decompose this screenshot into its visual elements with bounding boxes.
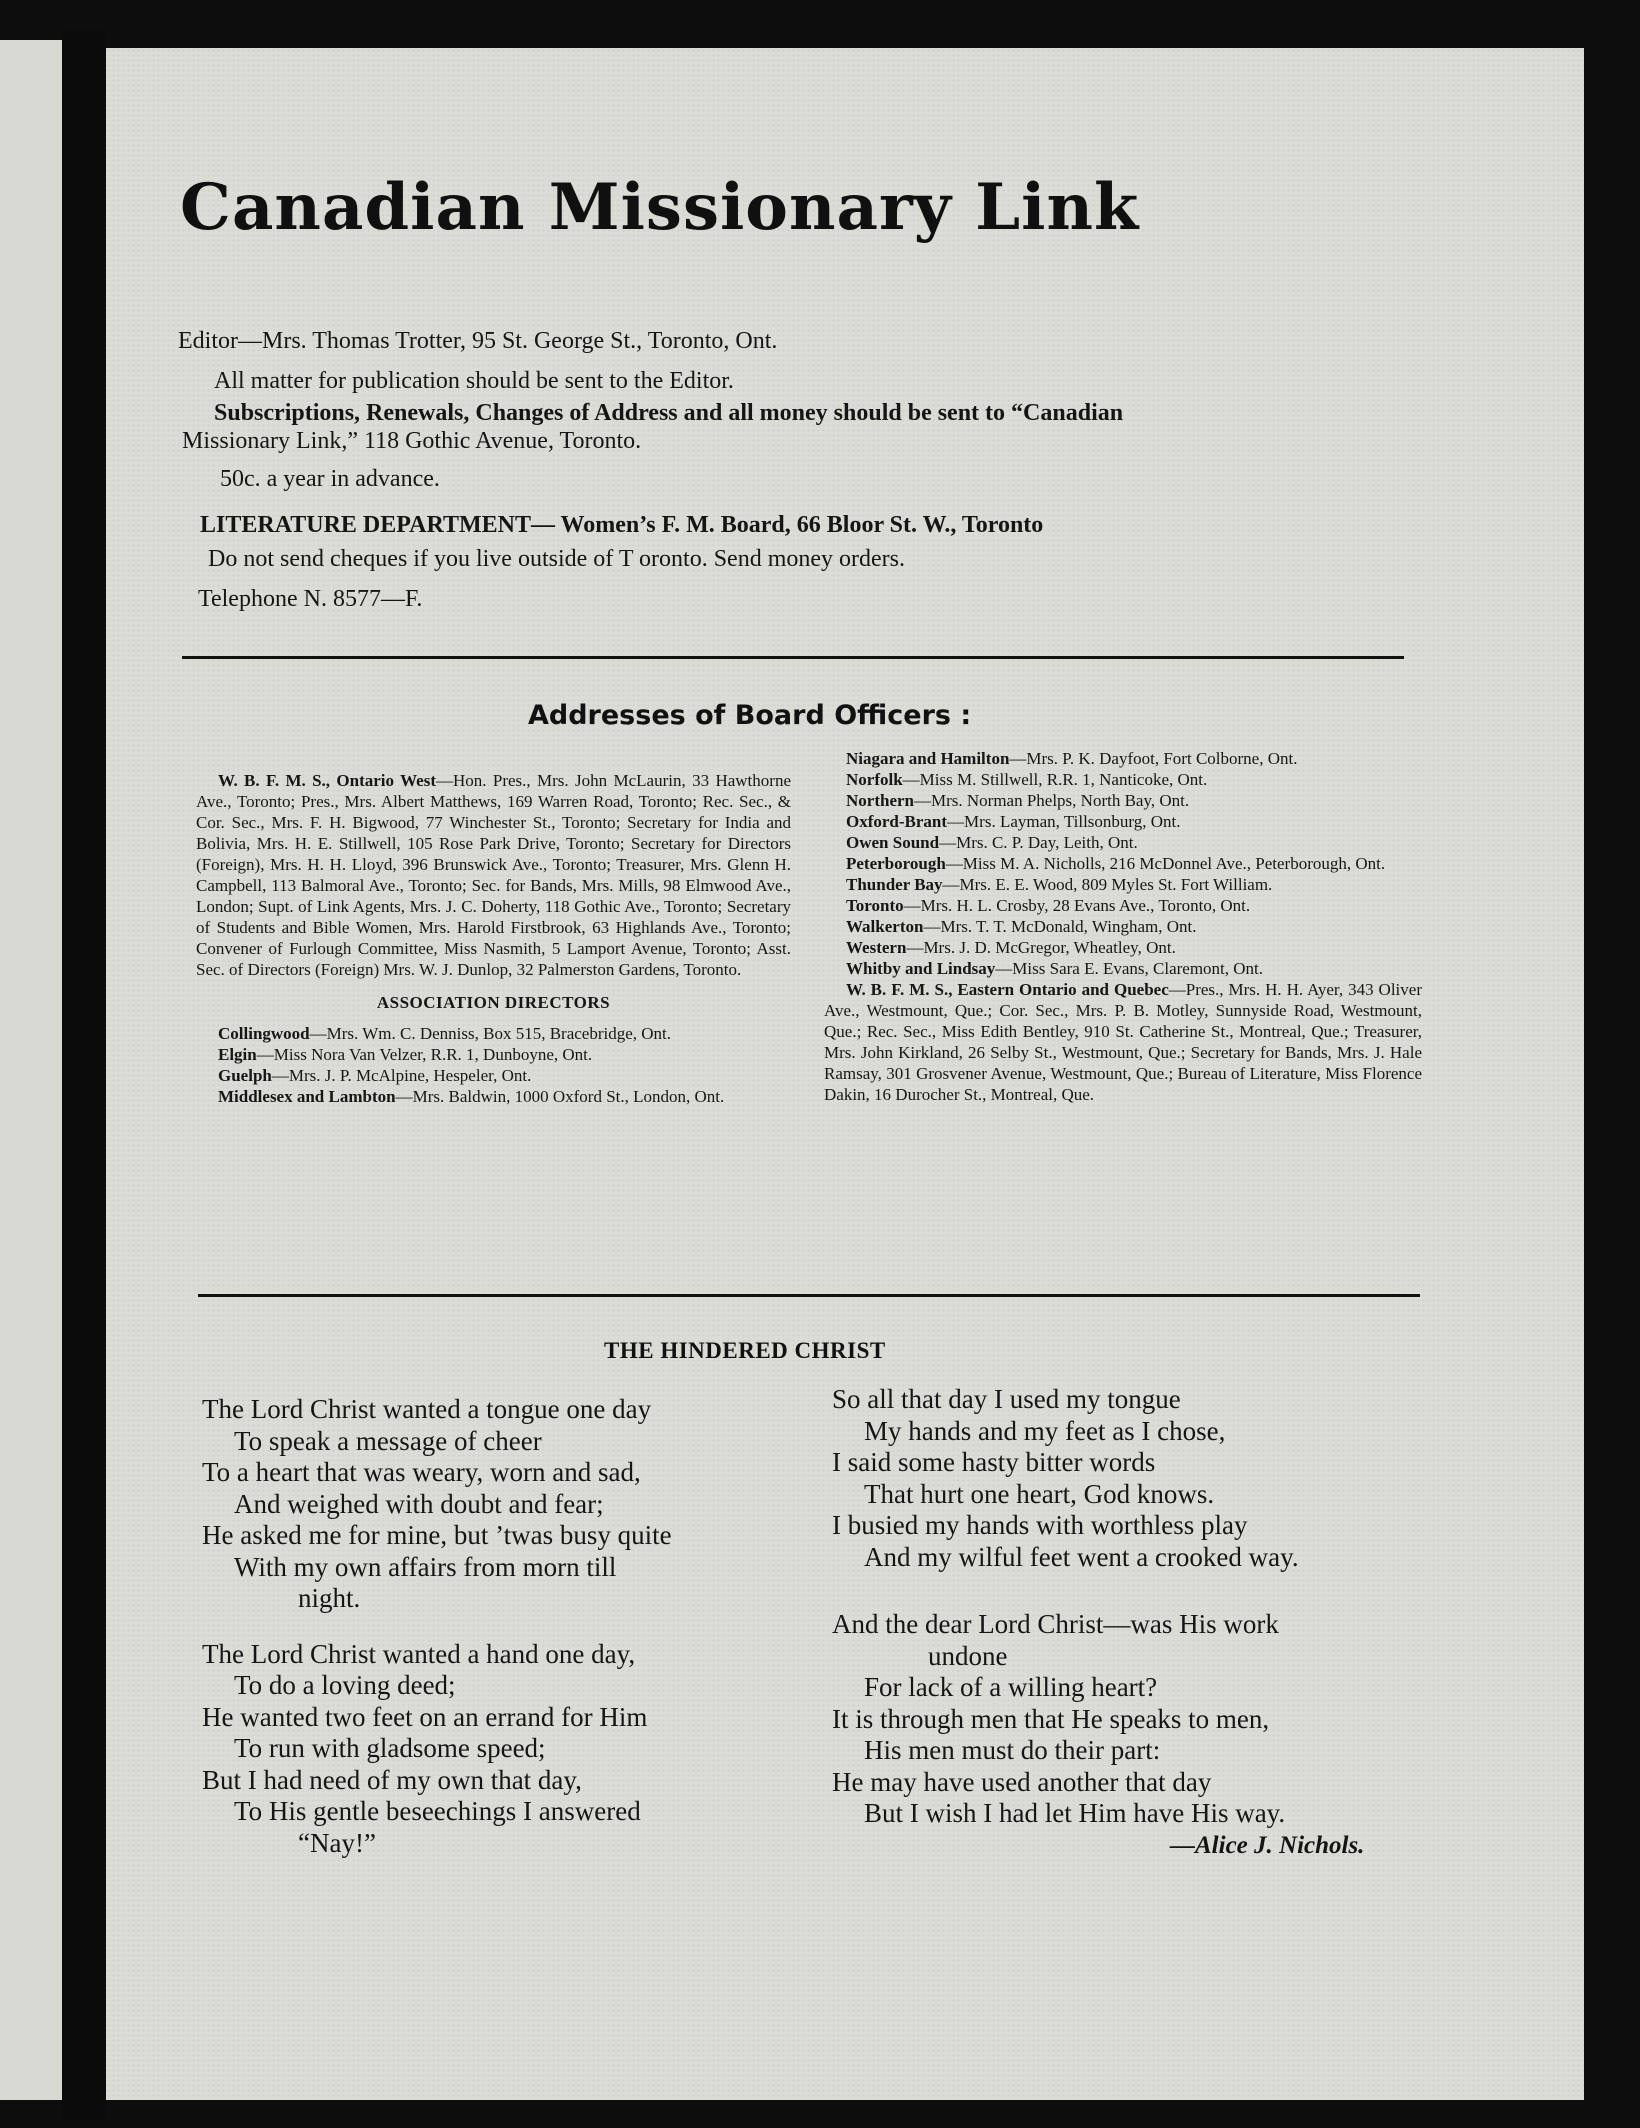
assoc-text: —Mrs. J. D. McGregor, Wheatley, Ont.	[906, 938, 1176, 957]
poem-line: I said some hasty bitter words	[832, 1447, 1156, 1477]
binding-gutter	[62, 30, 106, 2120]
assoc-text: —Miss M. Stillwell, R.R. 1, Nanticoke, Ont.	[902, 770, 1208, 789]
poem-line: To speak a message of cheer	[234, 1425, 542, 1456]
poem-line: The Lord Christ wanted a tongue one day	[202, 1394, 652, 1424]
poem-line: To do a loving deed;	[234, 1670, 456, 1700]
assoc-name: Western	[846, 938, 907, 957]
poem-line: The Lord Christ wanted a hand one day,	[202, 1638, 636, 1669]
assoc-text: —Mrs. J. P. McAlpine, Hespeler, Ont.	[271, 1066, 532, 1085]
poem-right-column	[832, 1384, 1299, 1830]
poem-line: undone	[928, 1640, 1008, 1671]
poem-line: So all that day I used my tongue	[832, 1384, 1181, 1414]
divider-top	[182, 656, 1404, 659]
poem-line: To run with gladsome speed;	[234, 1733, 546, 1763]
poem-line: For lack of a willing heart?	[864, 1672, 1158, 1702]
association-directors-heading: ASSOCIATION DIRECTORS	[376, 993, 611, 1012]
divider-middle	[198, 1294, 1420, 1297]
subscriptions-line-1: Subscriptions, Renewals, Changes of Address and all money should be sent to “Canadian	[214, 400, 1124, 426]
assoc-name: Whitby and Lindsay	[846, 959, 996, 978]
telephone-line: Telephone N. 8577—F.	[198, 586, 423, 612]
assoc-text: —Mrs. C. P. Day, Leith, Ont.	[939, 833, 1138, 852]
poem-line: night.	[298, 1583, 361, 1613]
poem-line: His men must do their part:	[864, 1735, 1161, 1765]
assoc-name: Norfolk	[846, 770, 903, 789]
addresses-title: Addresses of Board Officers :	[528, 700, 972, 731]
stanza-gap	[202, 1615, 672, 1639]
assoc-name: Thunder Bay	[846, 875, 943, 894]
poem-line: And weighed with doubt and fear;	[234, 1488, 604, 1519]
poem-author: —Alice J. Nichols.	[1170, 1832, 1365, 1859]
poem-line: And the dear Lord Christ—was His work	[832, 1609, 1279, 1639]
poem-line: To His gentle beseechings I answered	[234, 1796, 641, 1826]
assoc-name: Middlesex and Lambton	[218, 1087, 396, 1106]
addresses-left-column	[196, 770, 791, 1107]
eastern-ontario-label: W. B. F. M. S., Eastern Ontario and Quebec	[846, 980, 1169, 999]
assoc-name: Toronto	[846, 896, 904, 915]
assoc-name: Walkerton	[846, 917, 924, 936]
poem-line: I busied my hands with worthless play	[832, 1510, 1248, 1540]
assoc-name: Owen Sound	[846, 833, 940, 852]
assoc-text: —Mrs. P. K. Dayfoot, Fort Colborne, Ont.	[1009, 749, 1298, 768]
poem-line: To a heart that was weary, worn and sad,	[202, 1457, 641, 1487]
assoc-name: Peterborough	[846, 854, 946, 873]
poem-line: But I had need of my own that day,	[202, 1764, 582, 1795]
assoc-text: —Miss M. A. Nicholls, 216 McDonnel Ave., Peterborough, Ont.	[945, 854, 1386, 873]
poem-line: He wanted two feet on an errand for Him	[202, 1701, 648, 1732]
ontario-west-text: —Hon. Pres., Mrs. John McLaurin, 33 Hawthorne Ave., Toronto; Pres., Mrs. Albert Matthews, 169 Warren Road, Toronto; Rec. Sec., & Cor. Sec., Mrs. F. H. Bigwood, 77 Winchester St., Toronto; Secretary for India and Bolivia, Mrs. H. E. Stillwell, 105 Rose Park Drive, Toronto; Secretary for Directors (Foreign), Mrs. H. H. Lloyd, 396 Brunswick Ave., Toronto; Treasurer, Mrs. Glenn H. Campbell, 113 Balmoral Ave., Toronto; Sec. for Bands, Mrs. Mills, 98 Elmwood Ave., London; Supt. of Link Agents, Mrs. J. C. Doherty, 118 Gothic Ave., Toronto; Secretary of Students and Bible Women, Mrs. Harold Firstbrook, 63 Highlands Ave., Toronto; Convener of Furlough Committee, Miss Nasmith, 5 Lamport Avenue, Toronto; Asst. Sec. of Directors (Foreign) Mrs. W. J. Dunlop, 32 Palmerston Gardens, Toronto.	[196, 771, 791, 979]
poem-line: That hurt one heart, God knows.	[864, 1478, 1215, 1509]
assoc-text: —Mrs. H. L. Crosby, 28 Evans Ave., Toronto, Ont.	[903, 896, 1251, 915]
assoc-name: Niagara and Hamilton	[846, 749, 1010, 768]
price-line: 50c. a year in advance.	[220, 466, 440, 492]
stanza-gap	[832, 1573, 1299, 1609]
addresses-right-column	[824, 748, 1422, 1105]
assoc-name: Oxford-Brant	[846, 812, 948, 831]
assoc-name: Northern	[846, 791, 914, 810]
masthead-title: Canadian Missionary Link	[180, 170, 1140, 245]
literature-department: LITERATURE DEPARTMENT— Women’s F. M. Board, 66 Bloor St. W., Toronto	[200, 512, 1044, 538]
assoc-text: —Miss Nora Van Velzer, R.R. 1, Dunboyne, Ont.	[256, 1045, 593, 1064]
poem-line: But I wish I had let Him have His way.	[864, 1798, 1286, 1828]
eastern-ontario-text: —Pres., Mrs. H. H. Ayer, 343 Oliver Ave., Westmount, Que.; Cor. Sec., Mrs. P. B. Motley, Sunnyside Road, Westmount, Que.; Rec. Sec., Miss Edith Bentley, 910 St. Catherine St., Montreal, Que.; Treasurer, Mrs. John Kirkland, 26 Selby St., Westmount, Que.; Secretary for Bands, Mrs. J. Hale Ramsay, 301 Grosvener Avenue, Westmount, Que.; Bureau of Literature, Miss Florence Dakin, 16 Durocher St., Montreal, Que.	[824, 980, 1422, 1104]
poem-line: With my own affairs from morn till	[234, 1551, 617, 1582]
assoc-name: Collingwood	[218, 1024, 310, 1043]
assoc-name: Guelph	[218, 1066, 272, 1085]
facing-page-edge	[0, 40, 62, 2100]
poem-left-column	[202, 1394, 672, 1859]
assoc-name: Elgin	[218, 1045, 257, 1064]
assoc-text: —Mrs. Wm. C. Denniss, Box 515, Bracebridge, Ont.	[309, 1024, 672, 1043]
poem-line: He may have used another that day	[832, 1766, 1212, 1797]
cheques-note: Do not send cheques if you live outside of T oronto. Send money orders.	[208, 546, 906, 572]
subscriptions-line-2: Missionary Link,” 118 Gothic Avenue, Toronto.	[182, 428, 642, 454]
assoc-text: —Miss Sara E. Evans, Claremont, Ont.	[995, 959, 1264, 978]
poem-line: He asked me for mine, but ’twas busy quite	[202, 1520, 672, 1550]
assoc-text: —Mrs. E. E. Wood, 809 Myles St. Fort William.	[942, 875, 1273, 894]
ontario-west-label: W. B. F. M. S., Ontario West	[218, 771, 436, 790]
publication-note: All matter for publication should be sent to the Editor.	[214, 368, 734, 394]
assoc-text: —Mrs. Layman, Tillsonburg, Ont.	[947, 812, 1181, 831]
poem-line: It is through men that He speaks to men,	[832, 1703, 1270, 1734]
editor-line: Editor—Mrs. Thomas Trotter, 95 St. George St., Toronto, Ont.	[178, 328, 778, 354]
assoc-text: —Mrs. T. T. McDonald, Wingham, Ont.	[923, 917, 1197, 936]
poem-line: “Nay!”	[298, 1827, 376, 1858]
assoc-text: —Mrs. Baldwin, 1000 Oxford St., London, Ont.	[395, 1087, 725, 1106]
poem-line: My hands and my feet as I chose,	[864, 1415, 1226, 1446]
poem-line: And my wilful feet went a crooked way.	[864, 1541, 1299, 1572]
assoc-text: —Mrs. Norman Phelps, North Bay, Ont.	[913, 791, 1190, 810]
poem-title: THE HINDERED CHRIST	[604, 1338, 886, 1363]
